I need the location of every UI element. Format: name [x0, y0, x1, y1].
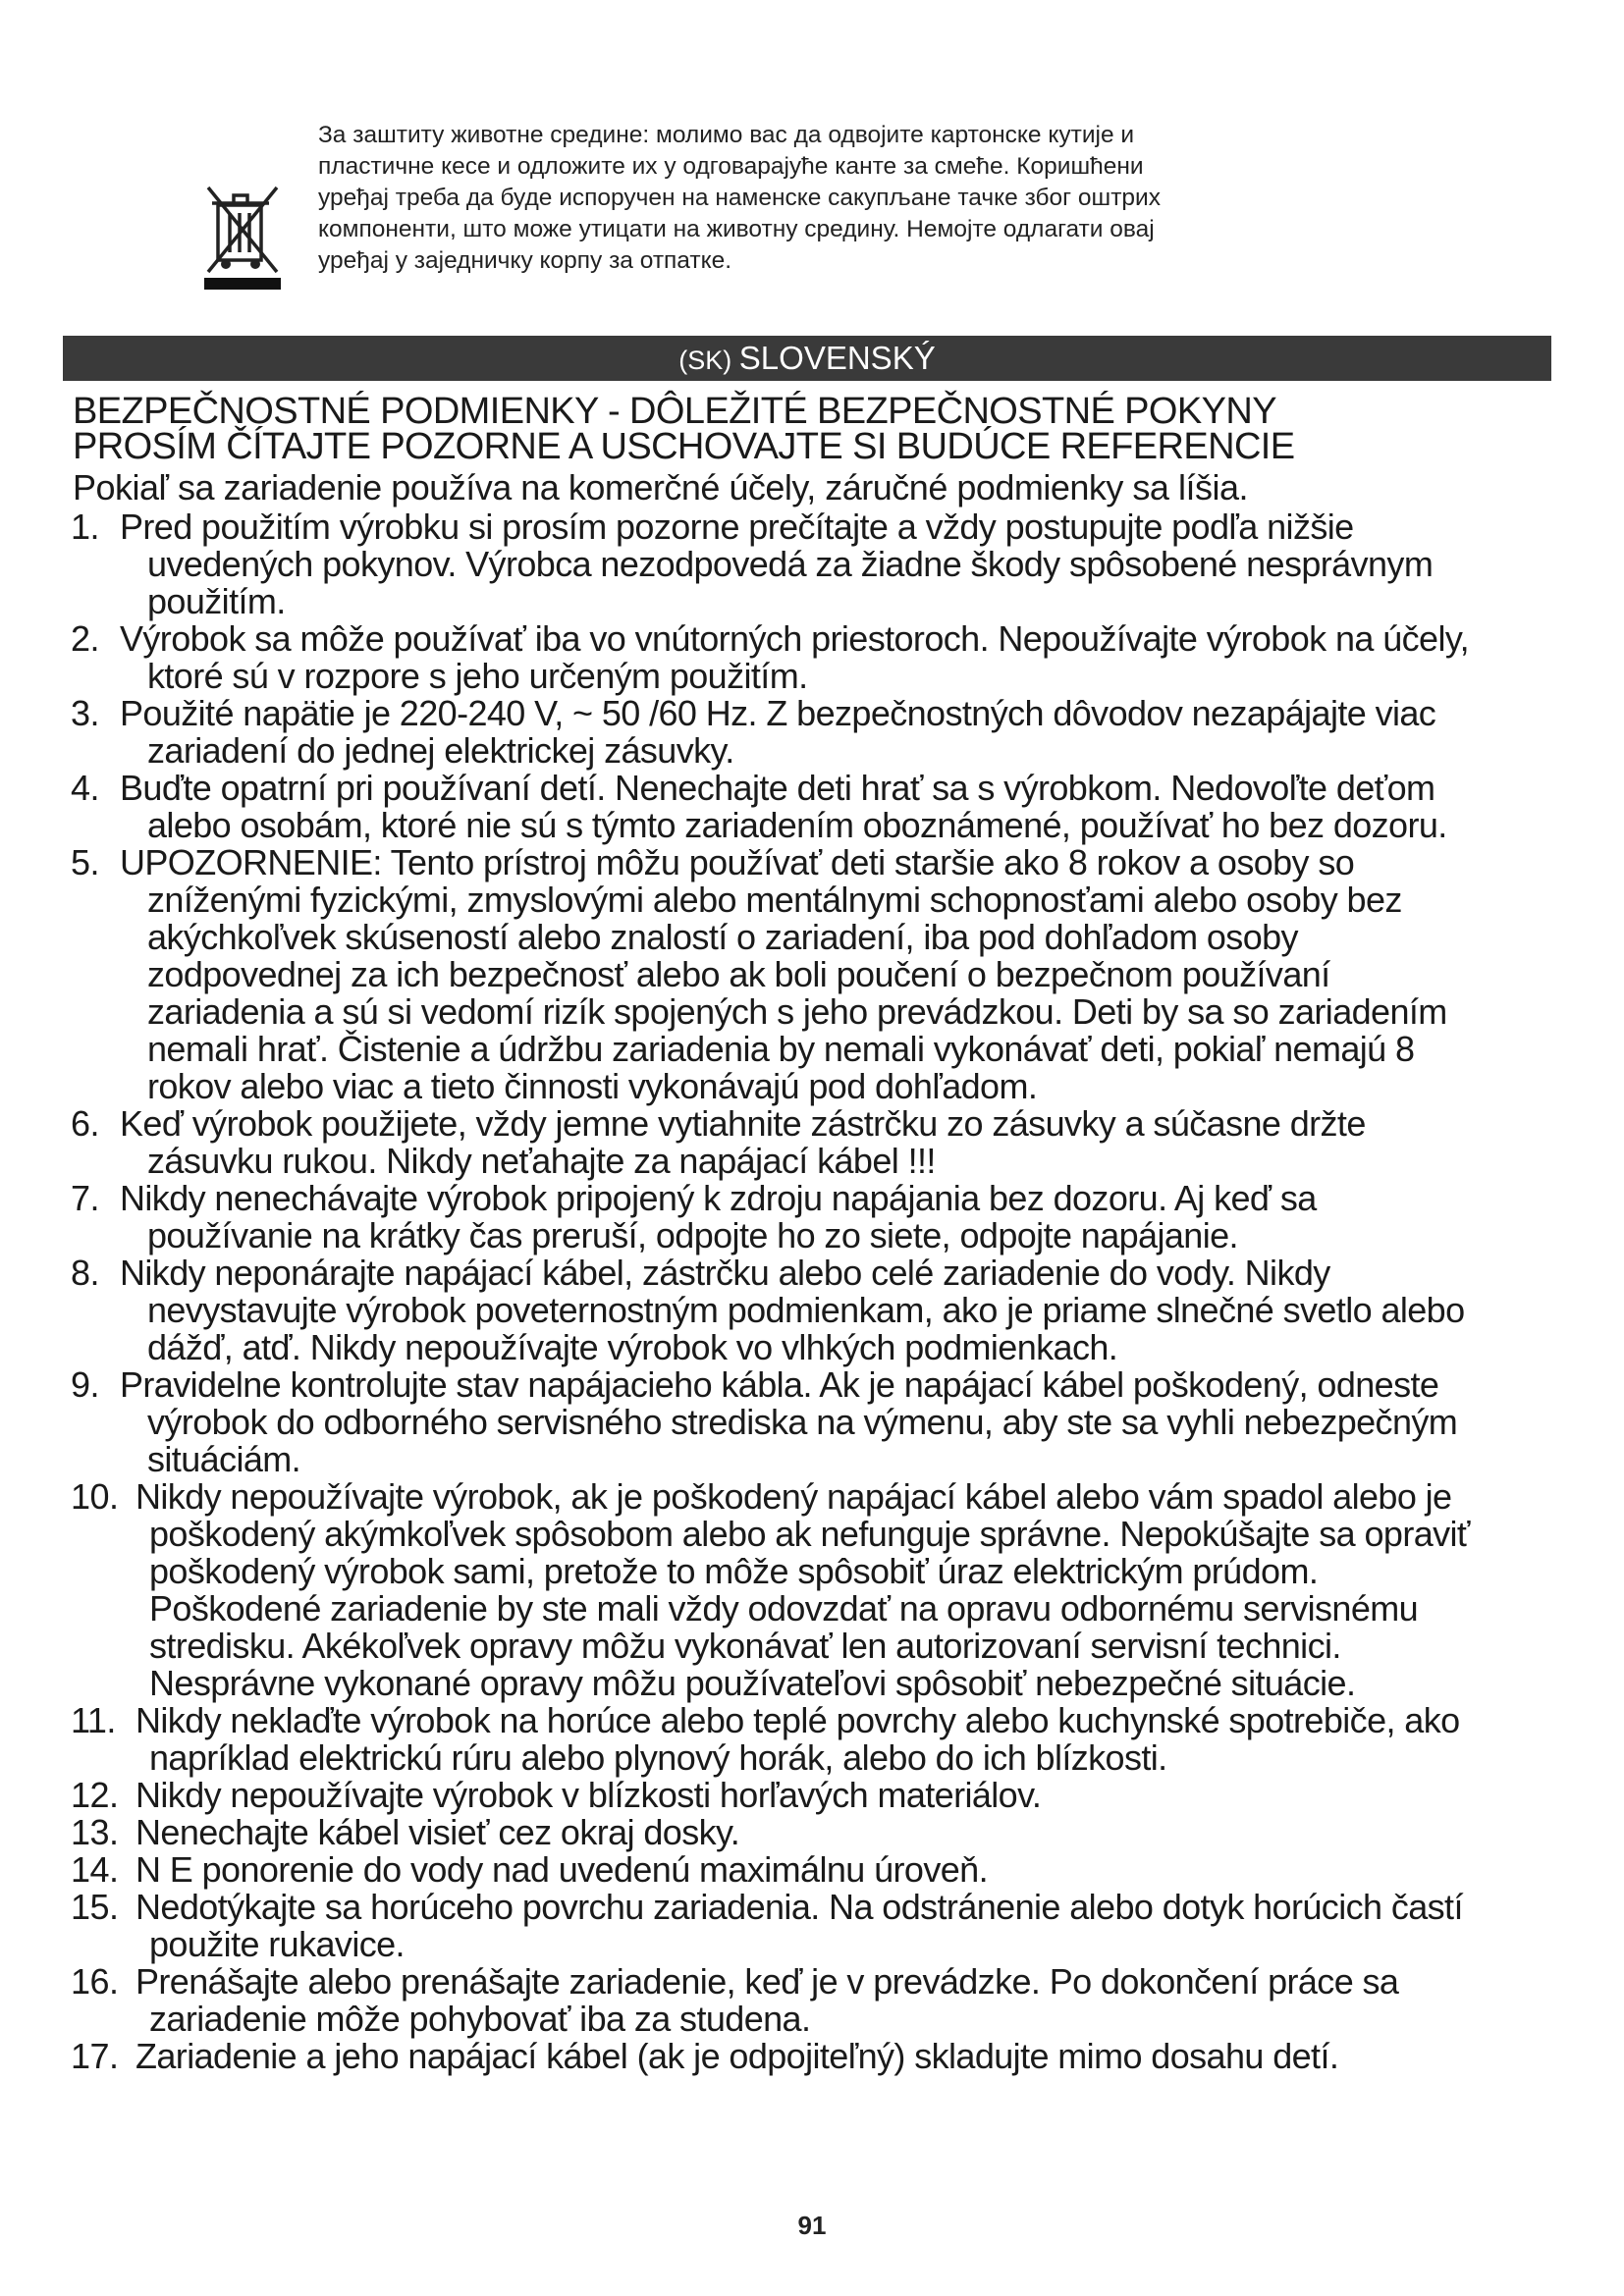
- reference-heading: PROSÍM ČÍTAJTE POZORNE A USCHOVAJTE SI BUDÚCE REFERENCIE: [73, 426, 1295, 467]
- item-line: Pravidelne kontrolujte stav napájacieho kábla. Ak je napájací kábel poškodený, odneste: [120, 1364, 1439, 1405]
- safety-instructions-list: [71, 508, 1563, 2075]
- item-line: výrobok do odborného servisného strediska na výmenu, aby ste sa vyhli nebezpečným: [147, 1402, 1458, 1442]
- environment-notice: [318, 120, 1379, 277]
- item-line: dážď, atď. Nikdy nepoužívajte výrobok vo vlhkých podmienkach.: [147, 1327, 1118, 1367]
- item-line: Buďte opatrní pri používaní detí. Nenechajte deti hrať sa s výrobkom. Nedovoľte deťom: [120, 768, 1435, 808]
- intro-text: Pokiaľ sa zariadenie používa na komerčné účely, záručné podmienky sa líšia.: [73, 467, 1248, 507]
- item-line: nemali hrať. Čistenie a údržbu zariadenia by nemali vykonávať deti, pokiaľ nemajú 8: [147, 1029, 1415, 1069]
- item-line: Nenechajte kábel visieť cez okraj dosky.: [135, 1812, 740, 1852]
- safety-heading: BEZPEČNOSTNÉ PODMIENKY - DÔLEŽITÉ BEZPEČNOSTNÉ POKYNY: [73, 391, 1276, 432]
- item-line: Keď výrobok použijete, vždy jemne vytiahnite zástrčku zo zásuvky a súčasne držte: [120, 1103, 1366, 1144]
- item-line: situáciám.: [147, 1439, 301, 1479]
- notice-line: уређај треба да буде испоручен на наменске сакупљане тачке због оштрих: [318, 185, 1161, 211]
- list-item: [71, 1814, 1563, 1851]
- list-item: [71, 1851, 1563, 1889]
- list-item: [71, 844, 1563, 1105]
- list-item: [71, 1478, 1563, 1702]
- item-number: 6.: [71, 1103, 100, 1144]
- list-item: [71, 1255, 1563, 1366]
- item-line: Použité napätie je 220-240 V, ~ 50 /60 Hz. Z bezpečnostných dôvodov nezapájajte viac: [120, 693, 1436, 733]
- item-line: stredisku. Akékoľvek opravy môžu vykonávať len autorizovaní servisní technici.: [149, 1626, 1341, 1666]
- item-number: 12.: [71, 1775, 119, 1815]
- item-number: 7.: [71, 1178, 100, 1218]
- list-item: [71, 2038, 1563, 2075]
- language-code: (SK): [678, 346, 739, 375]
- language-title: SLOVENSKÝ: [738, 340, 936, 376]
- item-line: zariadení do jednej elektrickej zásuvky.: [147, 730, 734, 771]
- item-line: alebo osobám, ktoré nie sú s týmto zariadením oboznámené, používať ho bez dozoru.: [147, 805, 1447, 845]
- item-line: zníženými fyzickými, zmyslovými alebo mentálnymi schopnosťami alebo osoby bez: [147, 880, 1402, 920]
- item-line: N E ponorenie do vody nad uvedenú maximálnu úroveň.: [135, 1849, 988, 1890]
- item-number: 14.: [71, 1849, 119, 1890]
- item-number: 16.: [71, 1961, 119, 2002]
- item-line: akýchkoľvek skúseností alebo znalostí o zariadení, iba pod dohľadom osoby: [147, 917, 1298, 957]
- item-line: napríklad elektrickú rúru alebo plynový horák, alebo do ich blízkosti.: [149, 1737, 1167, 1778]
- list-item: [71, 1105, 1563, 1180]
- item-line: poškodený akýmkoľvek spôsobom alebo ak nefunguje správne. Nepokúšajte sa opraviť: [149, 1514, 1470, 1554]
- list-item: [71, 1180, 1563, 1255]
- item-number: 10.: [71, 1476, 119, 1517]
- notice-line: пластичне кесе и одложите их у одговарајуће канте за смеће. Коришћени: [318, 153, 1144, 180]
- crossed-out-wheelie-bin-icon: [204, 182, 281, 290]
- list-item: [71, 1963, 1563, 2038]
- item-line: Nikdy nepoužívajte výrobok v blízkosti horľavých materiálov.: [135, 1775, 1042, 1815]
- list-item: [71, 1702, 1563, 1777]
- notice-line: уређај у заједничку корпу за отпатке.: [318, 247, 732, 274]
- item-number: 9.: [71, 1364, 100, 1405]
- item-line: zodpovednej za ich bezpečnosť alebo ak boli poučení o bezpečnom používaní: [147, 954, 1330, 994]
- item-line: použite rukavice.: [149, 1924, 405, 1964]
- item-line: ktoré sú v rozpore s jeho určeným použitím.: [147, 656, 808, 696]
- list-item: [71, 695, 1563, 770]
- item-number: 5.: [71, 842, 100, 882]
- item-line: Nikdy nenechávajte výrobok pripojený k zdroju napájania bez dozoru. Aj keď sa: [120, 1178, 1317, 1218]
- item-number: 1.: [71, 507, 100, 547]
- item-line: uvedených pokynov. Výrobca nezodpovedá za žiadne škody spôsobené nesprávnym: [147, 544, 1434, 584]
- item-number: 15.: [71, 1887, 119, 1927]
- item-line: zariadenia a sú si vedomí rizík spojených s jeho prevádzkou. Deti by sa so zariadením: [147, 991, 1447, 1032]
- item-number: 8.: [71, 1253, 100, 1293]
- item-line: zásuvku rukou. Nikdy neťahajte za napájací kábel !!!: [147, 1141, 936, 1181]
- item-line: Nikdy nepoužívajte výrobok, ak je poškodený napájací kábel alebo vám spadol alebo je: [135, 1476, 1452, 1517]
- item-number: 4.: [71, 768, 100, 808]
- list-item: [71, 1366, 1563, 1478]
- item-line: rokov alebo viac a tieto činnosti vykonávajú pod dohľadom.: [147, 1066, 1038, 1106]
- item-number: 2.: [71, 618, 100, 659]
- item-line: nevystavujte výrobok poveternostným podmienkam, ako je priame slnečné svetlo alebo: [147, 1290, 1465, 1330]
- item-number: 11.: [71, 1700, 116, 1740]
- item-line: Výrobok sa môže používať iba vo vnútorných priestoroch. Nepoužívajte výrobok na účely,: [120, 618, 1469, 659]
- page-number: 91: [797, 2211, 827, 2240]
- notice-line: За заштиту животне средине: молимо вас да одвојите картонске кутије и: [318, 122, 1135, 148]
- item-number: 17.: [71, 2036, 119, 2076]
- list-item: [71, 620, 1563, 695]
- list-item: [71, 770, 1563, 844]
- item-line: zariadenie môže pohybovať iba za studena.: [149, 1999, 811, 2039]
- item-number: 3.: [71, 693, 100, 733]
- list-item: [71, 1777, 1563, 1814]
- list-item: [71, 508, 1563, 620]
- item-line: Pred použitím výrobku si prosím pozorne prečítajte a vždy postupujte podľa nižšie: [120, 507, 1354, 547]
- item-line: UPOZORNENIE: Tento prístroj môžu používať deti staršie ako 8 rokov a osoby so: [120, 842, 1355, 882]
- language-section-banner: [63, 336, 1551, 381]
- item-line: Poškodené zariadenie by ste mali vždy odovzdať na opravu odbornému servisnému: [149, 1588, 1419, 1629]
- item-line: Prenášajte alebo prenášajte zariadenie, keď je v prevádzke. Po dokončení práce sa: [135, 1961, 1399, 2002]
- item-line: Nedotýkajte sa horúceho povrchu zariadenia. Na odstránenie alebo dotyk horúcich častí: [135, 1887, 1463, 1927]
- item-line: poškodený výrobok sami, pretože to môže spôsobiť úraz elektrickým prúdom.: [149, 1551, 1319, 1591]
- item-line: používanie na krátky čas preruší, odpojte ho zo siete, odpojte napájanie.: [147, 1215, 1238, 1255]
- item-line: použitím.: [147, 581, 286, 621]
- list-item: [71, 1889, 1563, 1963]
- item-line: Nesprávne vykonané opravy môžu používateľovi spôsobiť nebezpečné situácie.: [149, 1663, 1356, 1703]
- item-number: 13.: [71, 1812, 119, 1852]
- notice-line: компоненти, што може утицати на животну средину. Немојте одлагати овај: [318, 216, 1155, 242]
- item-line: Zariadenie a jeho napájací kábel (ak je odpojiteľný) skladujte mimo dosahu detí.: [135, 2036, 1339, 2076]
- item-line: Nikdy neponárajte napájací kábel, zástrčku alebo celé zariadenie do vody. Nikdy: [120, 1253, 1330, 1293]
- item-line: Nikdy neklaďte výrobok na horúce alebo teplé povrchy alebo kuchynské spotrebiče, ako: [135, 1700, 1460, 1740]
